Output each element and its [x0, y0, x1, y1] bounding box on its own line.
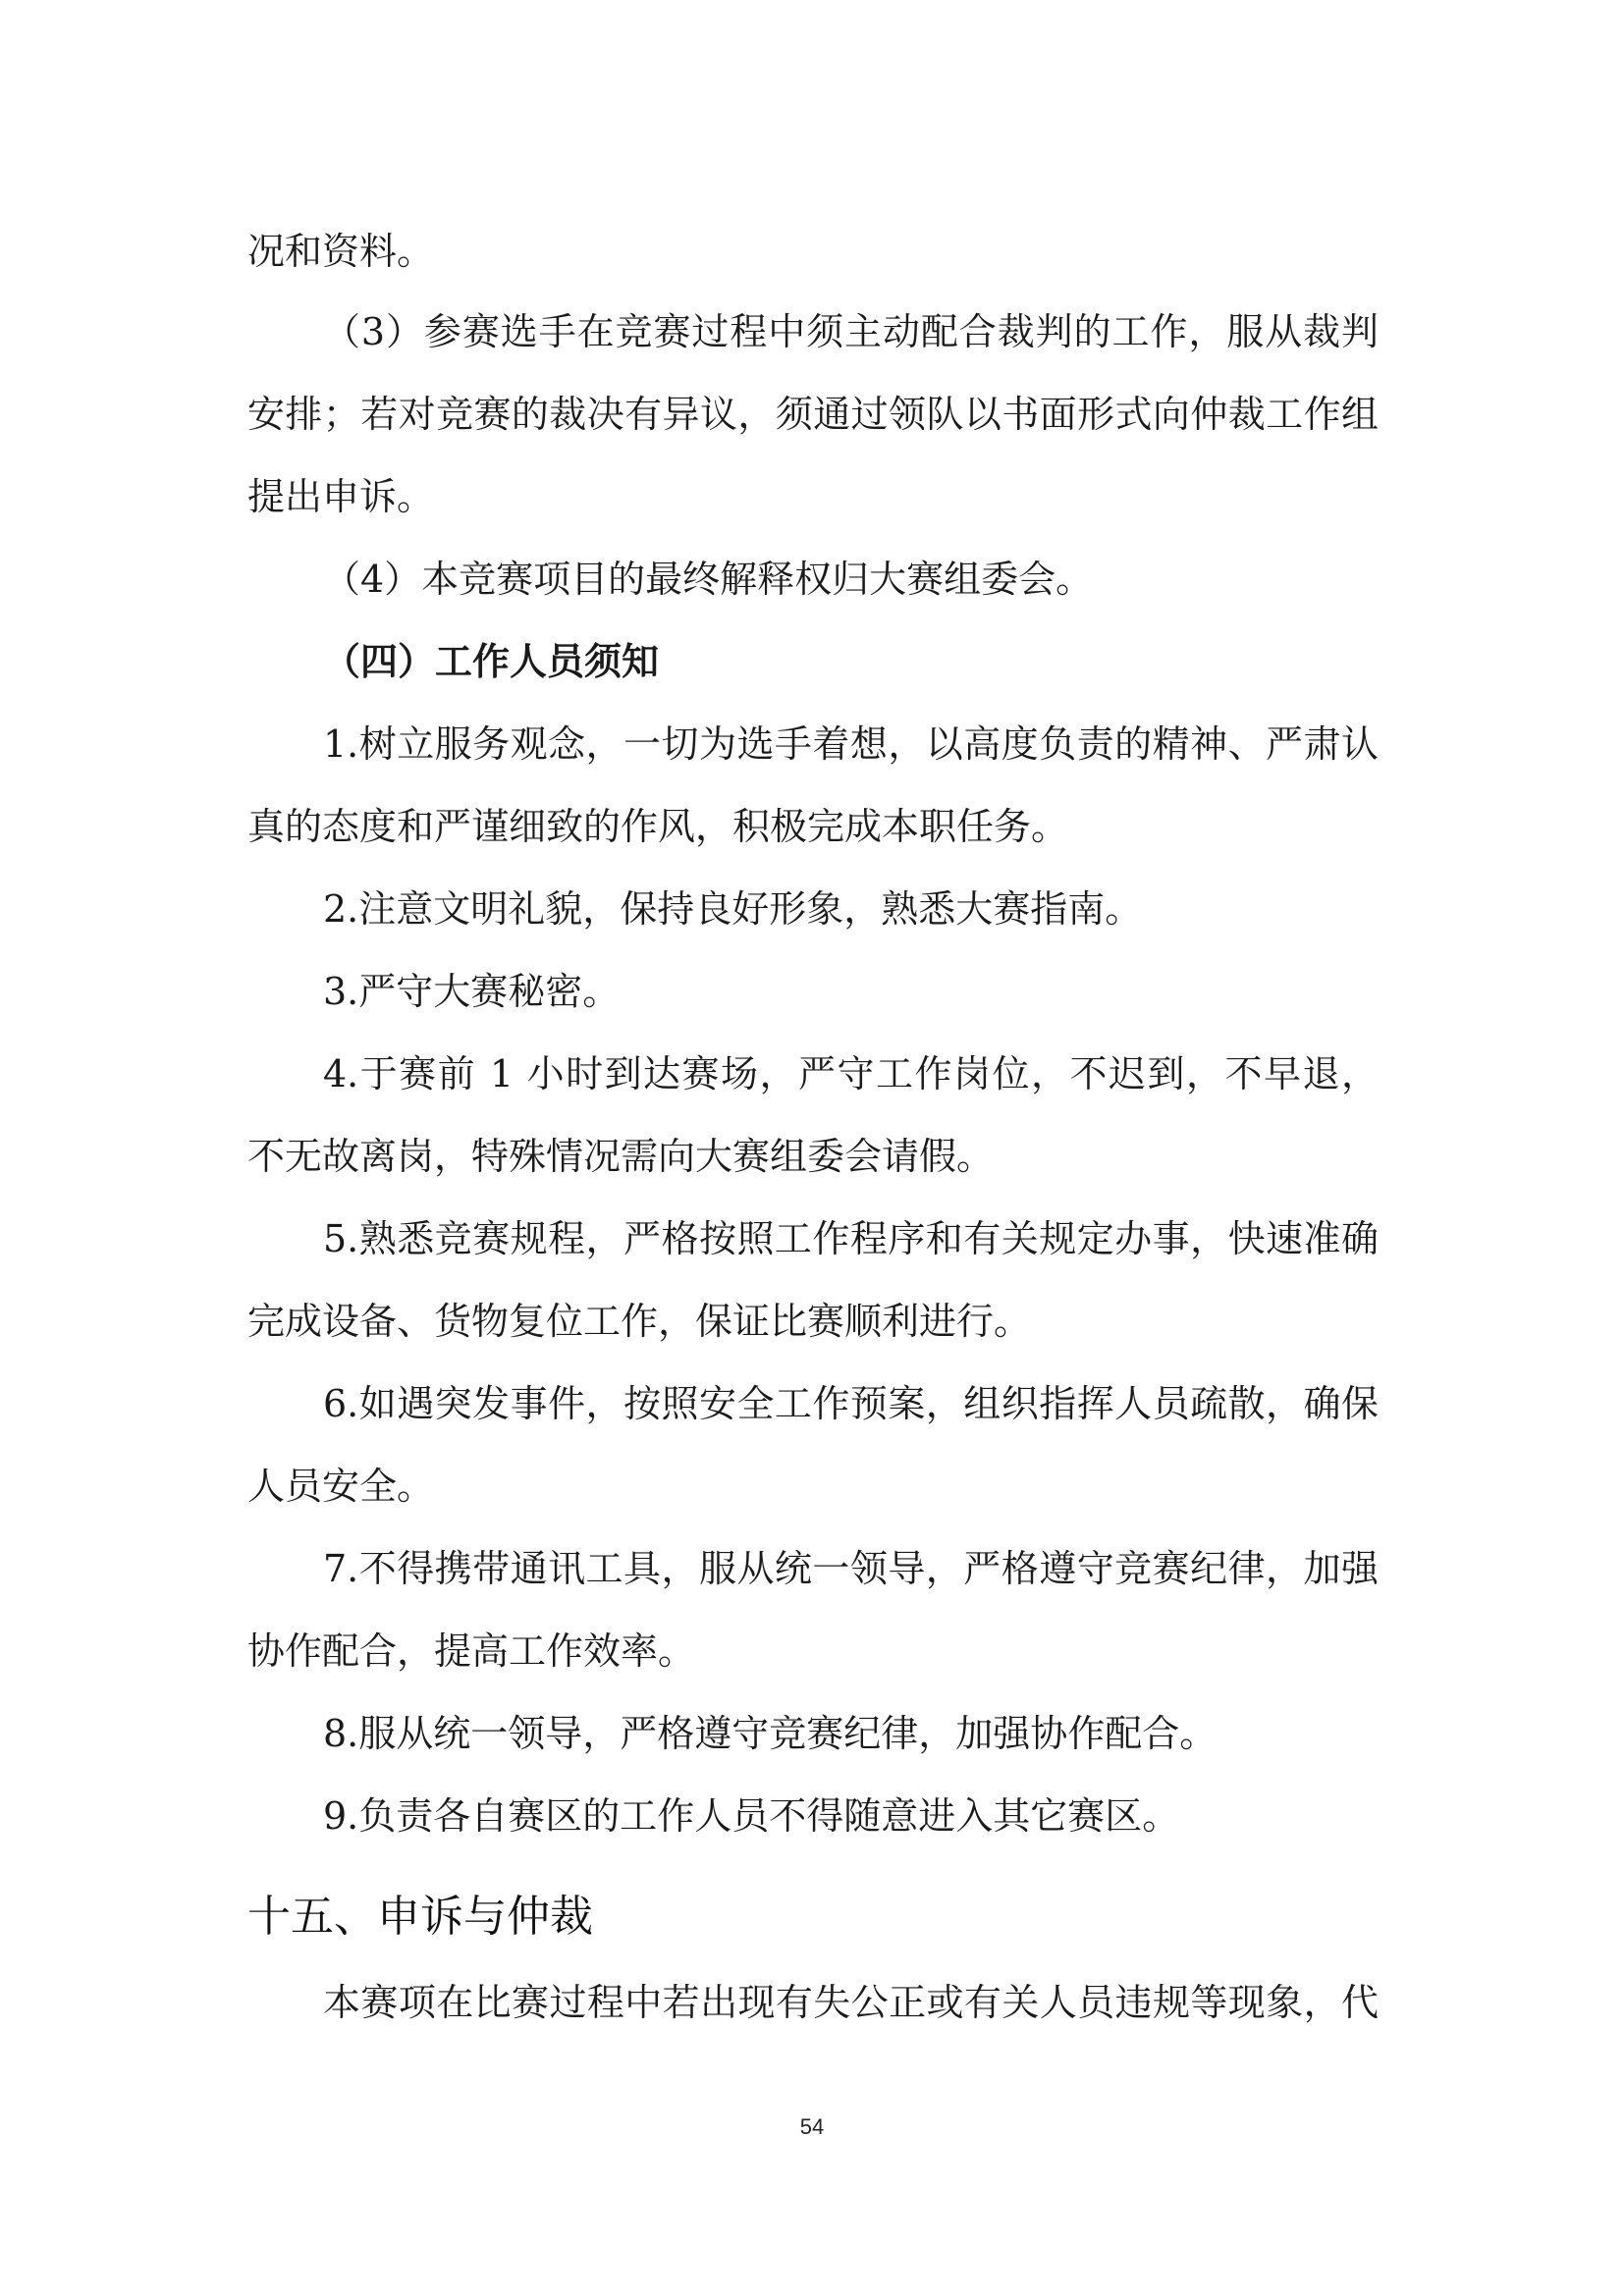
paragraph-line: 人员安全。 — [247, 1465, 435, 1508]
paragraph-line: 安排；若对竞赛的裁决有异议，须通过领队以书面形式向仲裁工作组 — [247, 393, 1379, 436]
paragraph-line: （4）本竞赛项目的最终解释权归大赛组委会。 — [323, 558, 1094, 601]
paragraph-line: 协作配合，提高工作效率。 — [247, 1629, 696, 1673]
paragraph-line: 9.负责各自赛区的工作人员不得随意进入其它赛区。 — [323, 1794, 1180, 1838]
paragraph-line: （3）参赛选手在竞赛过程中须主动配合裁判的工作，服从裁判 — [323, 310, 1379, 353]
paragraph-line: 不无故离岗，特殊情况需向大赛组委会请假。 — [247, 1135, 995, 1178]
paragraph-line: 5.熟悉竞赛规程，严格按照工作程序和有关规定办事，快速准确 — [323, 1217, 1379, 1260]
paragraph-line: 2.注意文明礼貌，保持良好形象，熟悉大赛指南。 — [323, 887, 1143, 931]
paragraph-line: 3.严守大赛秘密。 — [323, 970, 621, 1013]
paragraph-line: 本赛项在比赛过程中若出现有失公正或有关人员违规等现象，代 — [323, 1981, 1379, 2024]
paragraph-line: 况和资料。 — [247, 230, 435, 273]
subsection-heading: （四）工作人员须知 — [323, 640, 660, 683]
paragraph-line: 7.不得携带通讯工具，服从统一领导，严格遵守竞赛纪律，加强 — [323, 1547, 1379, 1590]
paragraph-line: 真的态度和严谨细致的作风，积极完成本职任务。 — [247, 805, 1069, 848]
paragraph-line: 8.服从统一领导，严格遵守竞赛纪律，加强协作配合。 — [323, 1712, 1218, 1755]
paragraph-line: 提出申诉。 — [247, 475, 435, 518]
page-number: 54 — [799, 2114, 825, 2139]
section-heading: 十五、申诉与仲裁 — [247, 1892, 593, 1942]
paragraph-line: 1.树立服务观念，一切为选手着想，以高度负责的精神、严肃认 — [323, 722, 1379, 766]
paragraph-line: 完成设备、货物复位工作，保证比赛顺利进行。 — [247, 1300, 1032, 1343]
paragraph-line: 6.如遇突发事件，按照安全工作预案，组织指挥人员疏散，确保 — [323, 1382, 1379, 1425]
paragraph-line: 4.于赛前 1 小时到达赛场，严守工作岗位，不迟到，不早退， — [323, 1052, 1379, 1095]
